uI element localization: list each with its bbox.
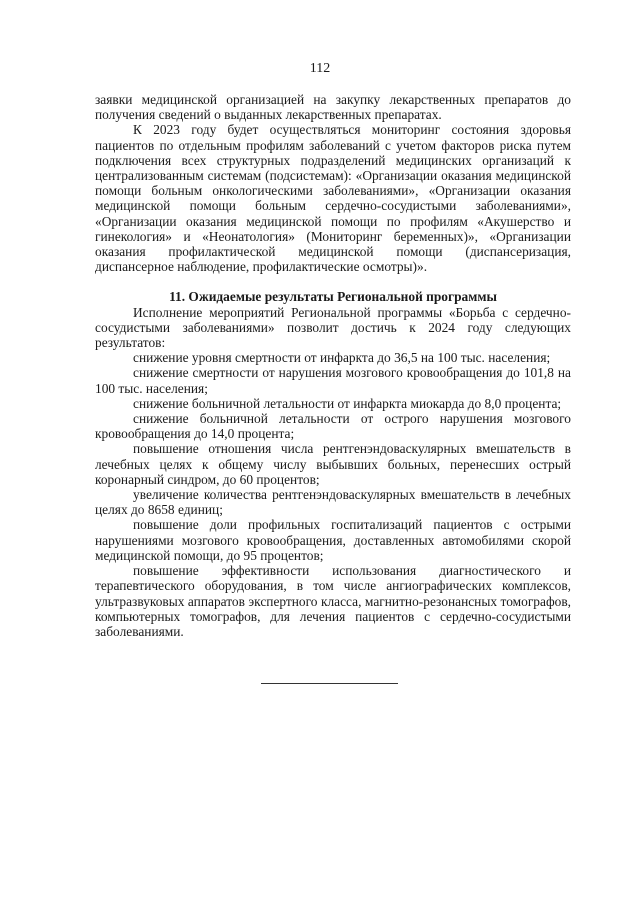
- section-intro: Исполнение мероприятий Региональной программы «Борьба с сердечно-сосудистыми заболеваниями» позволит достичь к 2024 году следующих результатов:: [95, 304, 571, 351]
- result-item: повышение отношения числа рентгенэндоваскулярных вмешательств в лечебных целях к общему числу выбывших больных, перенесших острый коронарный синдром, до 60 процентов;: [95, 441, 571, 487]
- result-item: увеличение количества рентгенэндоваскулярных вмешательств в лечебных целях до 8658 единиц;: [95, 487, 571, 518]
- result-item: повышение доли профильных госпитализаций пациентов с острыми нарушениями мозгового кровообращения, доставленных автомобилями скорой медицинской помощи, до 95 процентов;: [95, 517, 571, 563]
- result-item: снижение уровня смертности от инфаркта до 36,5 на 100 тыс. населения;: [133, 350, 551, 366]
- section-heading: 11. Ожидаемые результаты Региональной программы: [169, 289, 497, 305]
- result-item: снижение больничной летальности от острого нарушения мозгового кровообращения до 14,0 процента;: [95, 411, 571, 442]
- page-number: 112: [309, 61, 331, 76]
- results-list: [95, 350, 571, 639]
- paragraph: заявки медицинской организацией на закупку лекарственных препаратов до получения сведений о выданных лекарственных препаратах.: [95, 92, 571, 123]
- result-item: снижение больничной летальности от инфаркта миокарда до 8,0 процента;: [133, 395, 562, 411]
- paragraph: К 2023 году будет осуществляться мониторинг состояния здоровья пациентов по отдельным профилям заболеваний с учетом факторов риска путем подключения всех структурных подразделений медицинских организаций к централизованным системам (подсистемам): «Организации оказания медицинской помощи больным онкологическими заболеваниями», «Организации оказания медицинской помощи больным сердечно-сосудистыми заболеваниями», «Организации оказания медицинской помощи по профилям «Акушерство и гинекология» и «Неонатология» (Мониторинг беременных)», «Организации оказания профилактической медицинской помощи (диспансеризация, диспансерное наблюдение, профилактические осмотры)».: [95, 122, 571, 275]
- closing-divider: [261, 683, 398, 684]
- result-item: повышение эффективности использования диагностического и терапевтического оборудования, в том числе ангиографических комплексов, ультразвуковых аппаратов экспертного класса, магнитно-резонансных томографов, компьютерных томографов, для лечения пациентов с сердечно-сосудистыми заболеваниями.: [95, 563, 571, 639]
- document-body: [95, 92, 571, 639]
- result-item: снижение смертности от нарушения мозгового кровообращения до 101,8 на 100 тыс. населения;: [95, 365, 571, 396]
